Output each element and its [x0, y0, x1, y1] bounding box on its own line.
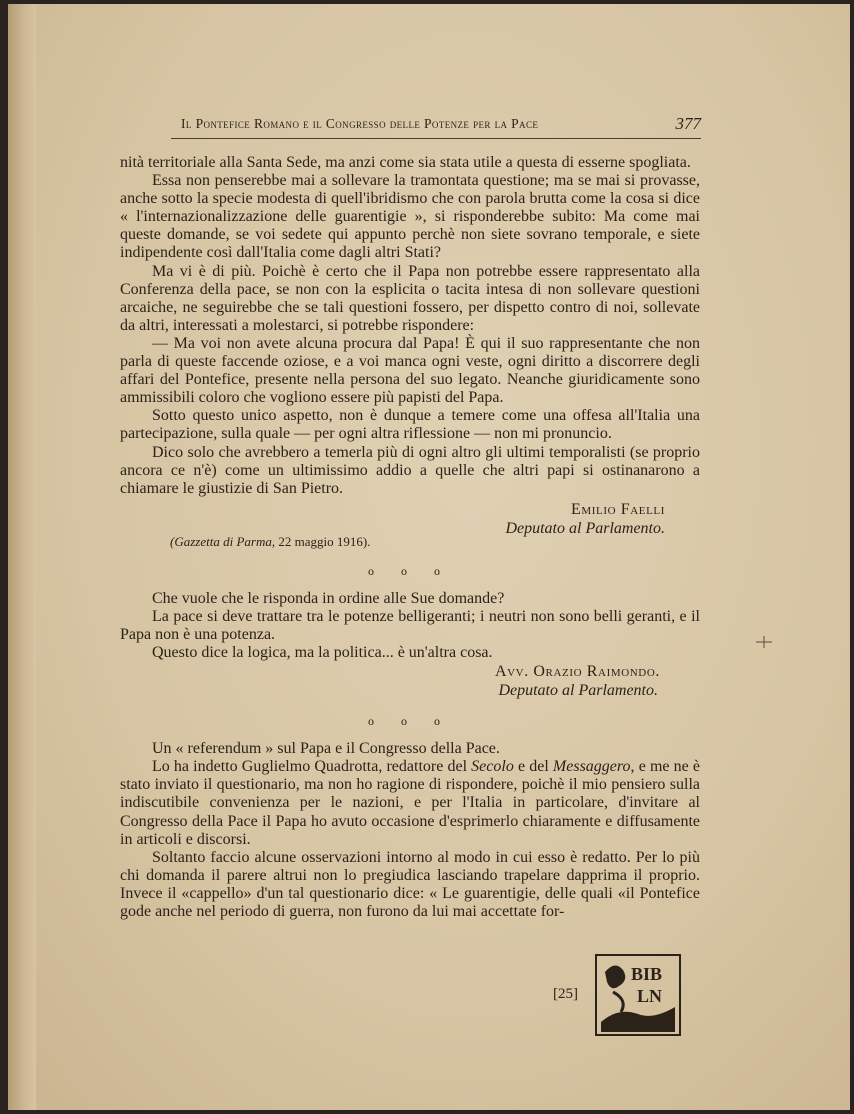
svg-text:BIB: BIB — [631, 964, 663, 984]
paragraph: Un « referendum » sul Papa e il Congresso della Pace. — [152, 740, 500, 758]
paragraph: Soltanto faccio alcune osservazioni intorno al modo in cui esso è redatto. Per lo più chi domanda il parere altrui non lo pregiudica lasciando trapelare dapprima il proprio. Invece il «cappello» d'un tal questionario dice: « Le guarentigie, delle quali «il Pontefice gode anche nel periodo di guerra, non furono da lui mai accettate for- — [120, 848, 700, 920]
newspaper-name: Messaggero — [552, 758, 631, 776]
section-separator: o o o — [368, 563, 452, 578]
section-separator: o o o — [368, 714, 452, 729]
paragraph: Ma vi è di più. Poichè è certo che il Papa non potrebbe essere rappresentato alla Conferenza della pace, se non con la esplicita o tacita intesa di non sollevare questioni arcaiche, ne seguirebbe che se tali questioni fossero, per dispetto contro di noi, sollevate da altri, interessati a molestarci, si potrebbe rispondere: — [120, 262, 700, 334]
svg-text:LN: LN — [637, 986, 663, 1006]
registration-mark-icon — [756, 634, 772, 650]
page-gutter — [8, 4, 36, 1110]
page-header — [171, 116, 701, 139]
paragraph: nità territoriale alla Santa Sede, ma anzi come sia stata utile a questa di esserne spogliata. — [120, 154, 691, 171]
paragraph: Che vuole che le risponda in ordine alle Sue domande? — [152, 589, 505, 607]
signature-name: Avv. Orazio Raimondo. — [494, 663, 660, 681]
signature-title: Deputato al Parlamento. — [498, 682, 658, 700]
text-run: , e me ne è stato inviato il questionario, ma non ho ragione di rispondere, poichè il mio pensiero sulla indiscutibile convenienza per le nazioni, e per l'Italia in particolare, d'invitare al Congresso della Pace il Papa ho avuto occasione d'esprimerlo chiaramente e diffusamente in articoli e discorsi. — [120, 758, 700, 848]
paragraph: — Ma voi non avete alcuna procura dal Papa! È qui il suo rappresentante che non parla di queste faccende oziose, e a voi manca ogni veste, ogni diritto a discorrere degli affari del Pontefice, presente nella persona del suo legato. Neanche giuridicamente sono ammissibili coloro che vogliono essere più papisti del Papa. — [120, 334, 700, 407]
page-body — [120, 154, 700, 921]
paragraph: La pace si deve trattare tra le potenze belligeranti; i neutri non sono belli geranti, e il Papa non è una potenza. — [120, 607, 700, 643]
source-date: 22 maggio 1916). — [278, 533, 371, 549]
book-page — [8, 4, 850, 1110]
text-run: Lo ha indetto Guglielmo Quadrotta, redattore del — [152, 758, 472, 776]
paragraph — [120, 758, 700, 848]
paragraph: Dico solo che avrebbero a temerla più di ogni altro gli ultimi temporalisti (se proprio ancora ce n'è) come un ultimissimo addio a quelle che altri papi si ostinanarono a chiamare le giustizie di San Pietro. — [120, 443, 700, 497]
source-citation: (Gazzetta di Parma, 22 maggio 1916). — [170, 533, 371, 549]
text-run: e del — [513, 758, 553, 776]
library-stamp-logo — [593, 952, 683, 1038]
running-head: Il Pontefice Romano e il Congresso delle Potenze per la Pace — [181, 116, 539, 131]
signature-name: Emilio Faelli — [570, 500, 665, 518]
newspaper-name: Secolo — [471, 758, 514, 776]
sheet-number: [25] — [553, 986, 578, 1002]
paragraph: Questo dice la logica, ma la politica... è un'altra cosa. — [152, 644, 493, 662]
signature-title: Deputato al Parlamento. — [505, 519, 665, 537]
source-journal: Gazzetta di Parma, — [174, 533, 276, 549]
page-number: 377 — [675, 114, 701, 133]
paragraph: Sotto questo unico aspetto, non è dunque a temere come una offesa all'Italia una partecipazione, sulla quale — per ogni altra riflessione — non mi pronuncio. — [120, 407, 700, 443]
paragraph: Essa non penserebbe mai a sollevare la tramontata questione; ma se mai si provasse, anche sotto la specie modesta di quell'ibridismo che con parola brutta come la cosa si dice « l'internazionalizzazione delle guarentigie », si risponderebbe subito: Ma come mai queste domande, se voi sedete qui appunto perchè non siete sovrano temporale, e siete indipendente così dall'Italia come dagli altri Stati? — [120, 172, 700, 262]
